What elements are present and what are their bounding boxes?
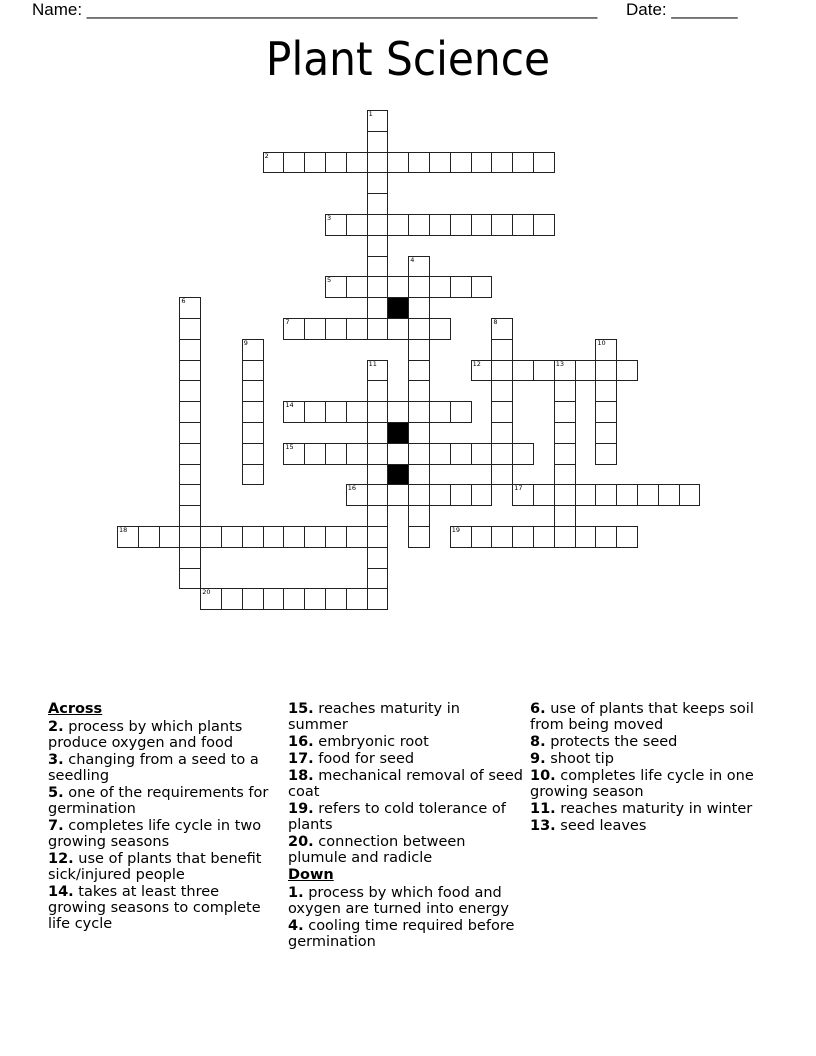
cell-number: 4 [410, 255, 415, 264]
grid-cell[interactable] [491, 339, 513, 361]
grid-cell[interactable] [242, 443, 264, 465]
grid-cell[interactable] [242, 401, 264, 423]
grid-cell[interactable] [575, 484, 597, 506]
clue-item [530, 801, 780, 817]
grid-cell[interactable] [367, 276, 389, 298]
clue-item [48, 785, 278, 817]
grid-cell[interactable] [367, 484, 389, 506]
clue-number: 13. [530, 818, 556, 834]
clues-column-2 [288, 701, 523, 951]
grid-cell[interactable] [512, 526, 534, 548]
clue-item [530, 818, 780, 834]
grid-cell[interactable] [471, 443, 493, 465]
grid-cell[interactable] [554, 443, 576, 465]
grid-cell[interactable] [450, 443, 472, 465]
name-field[interactable]: Name: ______________________________________________________ [32, 0, 598, 19]
grid-cell[interactable] [575, 526, 597, 548]
cell-number: 8 [493, 318, 498, 326]
grid-cell[interactable] [367, 422, 389, 444]
grid-cell[interactable] [367, 297, 389, 319]
grid-cell[interactable] [450, 214, 472, 236]
grid-cell[interactable] [283, 526, 305, 548]
clue-text: changing from a seed to a seedling [48, 752, 259, 784]
grid-cell[interactable] [408, 380, 430, 402]
grid-cell[interactable] [367, 172, 389, 194]
grid-cell[interactable] [387, 443, 409, 465]
clue-number: 2. [48, 719, 64, 735]
clue-item [530, 768, 780, 800]
clue-number: 1. [288, 885, 304, 901]
cell-number: 9 [243, 338, 248, 347]
clue-number: 7. [48, 818, 64, 834]
clue-item [48, 752, 278, 784]
grid-cell[interactable] [595, 380, 617, 402]
grid-cell[interactable] [346, 276, 368, 298]
clue-item [288, 885, 523, 917]
grid-cell[interactable] [491, 152, 513, 174]
grid-cell[interactable] [367, 547, 389, 569]
grid-cell[interactable] [221, 526, 243, 548]
grid-cell[interactable] [242, 360, 264, 382]
grid-cell[interactable] [408, 339, 430, 361]
clue-item [48, 818, 278, 850]
grid-cell[interactable] [179, 297, 201, 319]
grid-cell[interactable] [533, 152, 555, 174]
grid-cell[interactable] [283, 318, 305, 340]
clue-number: 10. [530, 768, 556, 784]
grid-cell[interactable] [367, 318, 389, 340]
clue-text: takes at least three growing seasons to complete life cycle [48, 884, 261, 932]
clue-item [48, 719, 278, 751]
grid-cell[interactable] [429, 484, 451, 506]
grid-cell[interactable] [471, 276, 493, 298]
grid-cell[interactable] [367, 401, 389, 423]
cell-number: 3 [327, 214, 332, 222]
across-heading: Across [48, 701, 103, 717]
clues-column-1 [48, 701, 278, 933]
grid-cell[interactable] [554, 380, 576, 402]
grid-cell[interactable] [429, 318, 451, 340]
grid-cell[interactable] [450, 526, 472, 548]
black-cell [387, 464, 409, 486]
grid-cell[interactable] [283, 401, 305, 423]
clue-number: 14. [48, 884, 74, 900]
clue-number: 6. [530, 701, 546, 717]
clue-text: mechanical removal of seed coat [288, 768, 523, 800]
grid-cell[interactable] [616, 484, 638, 506]
clue-text: process by which food and oxygen are turned into energy [288, 885, 509, 917]
grid-cell[interactable] [637, 484, 659, 506]
grid-cell[interactable] [179, 464, 201, 486]
grid-cell[interactable] [429, 214, 451, 236]
cell-number: 13 [555, 359, 565, 368]
grid-cell[interactable] [325, 526, 347, 548]
grid-cell[interactable] [367, 443, 389, 465]
cell-number: 6 [181, 297, 186, 306]
clue-item [288, 751, 523, 767]
clues-column-3 [530, 701, 780, 835]
grid-cell[interactable] [471, 152, 493, 174]
grid-cell[interactable] [367, 464, 389, 486]
clue-text: process by which plants produce oxygen and food [48, 719, 243, 751]
grid-cell[interactable] [283, 443, 305, 465]
clue-number: 11. [530, 801, 556, 817]
grid-cell[interactable] [242, 422, 264, 444]
clue-item [288, 801, 523, 833]
clue-text: protects the seed [550, 734, 678, 750]
clue-text: one of the requirements for germination [48, 785, 269, 817]
grid-cell[interactable] [346, 526, 368, 548]
grid-cell[interactable] [346, 443, 368, 465]
grid-cell[interactable] [304, 526, 326, 548]
clue-text: connection between plumule and radicle [288, 834, 466, 866]
grid-cell[interactable] [387, 276, 409, 298]
grid-cell[interactable] [367, 256, 389, 278]
clue-text: food for seed [318, 751, 415, 767]
clue-text: refers to cold tolerance of plants [288, 801, 506, 833]
grid-cell[interactable] [346, 318, 368, 340]
grid-cell[interactable] [450, 401, 472, 423]
grid-cell[interactable] [491, 318, 513, 340]
clue-text: seed leaves [560, 818, 647, 834]
clue-text: use of plants that benefit sick/injured people [48, 851, 262, 883]
clue-item [48, 884, 278, 932]
clue-number: 3. [48, 752, 64, 768]
grid-cell[interactable] [387, 214, 409, 236]
clue-number: 18. [288, 768, 314, 784]
grid-cell[interactable] [200, 588, 222, 610]
grid-cell[interactable] [346, 588, 368, 610]
grid-cell[interactable] [512, 214, 534, 236]
grid-cell[interactable] [554, 422, 576, 444]
grid-cell[interactable] [595, 484, 617, 506]
grid-cell[interactable] [325, 276, 347, 298]
grid-cell[interactable] [491, 214, 513, 236]
grid-cell[interactable] [408, 256, 430, 278]
grid-cell[interactable] [450, 152, 472, 174]
grid-cell[interactable] [491, 526, 513, 548]
cell-number: 16 [347, 484, 357, 493]
grid-cell[interactable] [491, 380, 513, 402]
grid-cell[interactable] [595, 422, 617, 444]
clue-item [530, 751, 780, 767]
clue-text: reaches maturity in summer [288, 701, 460, 733]
grid-cell[interactable] [346, 401, 368, 423]
grid-cell[interactable] [325, 318, 347, 340]
cell-number: 11 [368, 359, 377, 368]
clue-number: 17. [288, 751, 314, 767]
clue-item [48, 851, 278, 883]
grid-cell[interactable] [595, 443, 617, 465]
grid-cell[interactable] [429, 443, 451, 465]
grid-cell[interactable] [595, 360, 617, 382]
grid-cell[interactable] [491, 443, 513, 465]
grid-cell[interactable] [242, 526, 264, 548]
grid-cell[interactable] [554, 360, 576, 382]
clue-number: 16. [288, 734, 314, 750]
clue-number: 15. [288, 701, 314, 717]
grid-cell[interactable] [325, 443, 347, 465]
grid-cell[interactable] [179, 443, 201, 465]
clue-text: shoot tip [550, 751, 614, 767]
grid-cell[interactable] [263, 588, 285, 610]
grid-cell[interactable] [512, 152, 534, 174]
clue-number: 19. [288, 801, 314, 817]
clue-item [530, 734, 780, 750]
grid-cell[interactable] [429, 276, 451, 298]
grid-cell[interactable] [408, 152, 430, 174]
grid-cell[interactable] [387, 152, 409, 174]
clue-number: 12. [48, 851, 74, 867]
grid-cell[interactable] [263, 152, 285, 174]
grid-cell[interactable] [367, 568, 389, 590]
grid-cell[interactable] [408, 214, 430, 236]
grid-cell[interactable] [346, 152, 368, 174]
grid-cell[interactable] [408, 276, 430, 298]
clue-text: reaches maturity in winter [560, 801, 753, 817]
grid-cell[interactable] [408, 505, 430, 527]
grid-cell[interactable] [179, 318, 201, 340]
grid-cell[interactable] [179, 422, 201, 444]
clue-number: 20. [288, 834, 314, 850]
grid-cell[interactable] [367, 360, 389, 382]
cell-number: 20 [202, 588, 211, 597]
grid-cell[interactable] [554, 464, 576, 486]
clue-text: completes life cycle in one growing season [530, 768, 754, 800]
grid-cell[interactable] [450, 276, 472, 298]
grid-cell[interactable] [491, 464, 513, 486]
grid-cell[interactable] [367, 193, 389, 215]
grid-cell[interactable] [408, 297, 430, 319]
grid-cell[interactable] [325, 152, 347, 174]
grid-cell[interactable] [408, 318, 430, 340]
grid-cell[interactable] [179, 401, 201, 423]
grid-cell[interactable] [367, 526, 389, 548]
cell-number: 18 [119, 526, 128, 534]
grid-cell[interactable] [408, 464, 430, 486]
grid-cell[interactable] [450, 484, 472, 506]
clue-item [530, 701, 780, 733]
grid-cell[interactable] [367, 588, 389, 610]
grid-cell[interactable] [367, 380, 389, 402]
grid-cell[interactable] [658, 484, 680, 506]
grid-cell[interactable] [304, 443, 326, 465]
grid-cell[interactable] [533, 484, 555, 506]
grid-cell[interactable] [616, 526, 638, 548]
grid-cell[interactable] [117, 526, 139, 548]
grid-cell[interactable] [283, 588, 305, 610]
black-cell [387, 297, 409, 319]
grid-cell[interactable] [179, 526, 201, 548]
grid-cell[interactable] [387, 401, 409, 423]
grid-cell[interactable] [471, 360, 493, 382]
grid-cell[interactable] [575, 360, 597, 382]
grid-cell[interactable] [554, 484, 576, 506]
clue-text: use of plants that keeps soil from being moved [530, 701, 754, 733]
clue-item [288, 768, 523, 800]
grid-cell[interactable] [616, 360, 638, 382]
grid-cell[interactable] [346, 214, 368, 236]
grid-cell[interactable] [179, 360, 201, 382]
grid-cell[interactable] [554, 526, 576, 548]
grid-cell[interactable] [221, 588, 243, 610]
black-cell [387, 422, 409, 444]
cell-number: 15 [285, 442, 294, 451]
clue-number: 8. [530, 734, 546, 750]
grid-cell[interactable] [242, 588, 264, 610]
date-field[interactable]: Date: _______ [626, 0, 738, 19]
cell-number: 17 [514, 484, 523, 493]
clue-item [288, 701, 523, 733]
grid-cell[interactable] [283, 152, 305, 174]
grid-cell[interactable] [512, 360, 534, 382]
grid-cell[interactable] [491, 360, 513, 382]
grid-cell[interactable] [367, 131, 389, 153]
grid-cell[interactable] [367, 152, 389, 174]
grid-cell[interactable] [533, 526, 555, 548]
clue-item [288, 834, 523, 866]
grid-cell[interactable] [408, 422, 430, 444]
grid-cell[interactable] [491, 422, 513, 444]
grid-cell[interactable] [179, 505, 201, 527]
grid-cell[interactable] [408, 484, 430, 506]
grid-cell[interactable] [512, 484, 534, 506]
grid-cell[interactable] [491, 401, 513, 423]
grid-cell[interactable] [138, 526, 160, 548]
clue-number: 4. [288, 918, 304, 934]
grid-cell[interactable] [367, 235, 389, 257]
cell-number: 14 [285, 401, 294, 410]
grid-cell[interactable] [242, 339, 264, 361]
grid-cell[interactable] [471, 484, 493, 506]
grid-cell[interactable] [554, 401, 576, 423]
clue-number: 9. [530, 751, 546, 767]
down-heading: Down [288, 867, 334, 883]
grid-cell[interactable] [179, 339, 201, 361]
grid-cell[interactable] [387, 318, 409, 340]
grid-cell[interactable] [595, 401, 617, 423]
grid-cell[interactable] [159, 526, 181, 548]
grid-cell[interactable] [387, 484, 409, 506]
grid-cell[interactable] [242, 464, 264, 486]
cell-number: 19 [451, 526, 461, 534]
cell-number: 5 [327, 276, 332, 285]
clue-text: embryonic root [318, 734, 429, 750]
grid-cell[interactable] [595, 526, 617, 548]
grid-cell[interactable] [179, 568, 201, 590]
grid-cell[interactable] [304, 152, 326, 174]
grid-cell[interactable] [679, 484, 701, 506]
grid-cell[interactable] [325, 401, 347, 423]
grid-cell[interactable] [367, 110, 389, 132]
clue-number: 5. [48, 785, 64, 801]
cell-number: 7 [285, 318, 290, 326]
page-title: Plant Science [265, 32, 551, 86]
grid-cell[interactable] [512, 443, 534, 465]
cell-number: 10 [597, 338, 606, 347]
clue-item [288, 918, 523, 950]
grid-cell[interactable] [471, 214, 493, 236]
grid-cell[interactable] [408, 443, 430, 465]
grid-cell[interactable] [533, 360, 555, 382]
cell-number: 12 [472, 359, 481, 368]
grid-cell[interactable] [429, 401, 451, 423]
grid-cell[interactable] [346, 484, 368, 506]
grid-cell[interactable] [408, 360, 430, 382]
grid-cell[interactable] [325, 214, 347, 236]
grid-cell[interactable] [325, 588, 347, 610]
grid-cell[interactable] [304, 401, 326, 423]
grid-cell[interactable] [408, 401, 430, 423]
grid-cell[interactable] [429, 152, 451, 174]
clue-text: completes life cycle in two growing seasons [48, 818, 262, 850]
grid-cell[interactable] [242, 380, 264, 402]
grid-cell[interactable] [179, 547, 201, 569]
cell-number: 1 [368, 110, 373, 118]
grid-cell[interactable] [554, 505, 576, 527]
cell-number: 2 [264, 151, 269, 160]
grid-cell[interactable] [595, 339, 617, 361]
grid-cell[interactable] [304, 588, 326, 610]
grid-cell[interactable] [533, 214, 555, 236]
grid-cell[interactable] [263, 526, 285, 548]
grid-cell[interactable] [367, 214, 389, 236]
grid-cell[interactable] [179, 484, 201, 506]
grid-cell[interactable] [408, 526, 430, 548]
grid-cell[interactable] [367, 505, 389, 527]
grid-cell[interactable] [471, 526, 493, 548]
clue-text: cooling time required before germination [288, 918, 515, 950]
clue-item [288, 734, 523, 750]
grid-cell[interactable] [200, 526, 222, 548]
grid-cell[interactable] [179, 380, 201, 402]
grid-cell[interactable] [304, 318, 326, 340]
